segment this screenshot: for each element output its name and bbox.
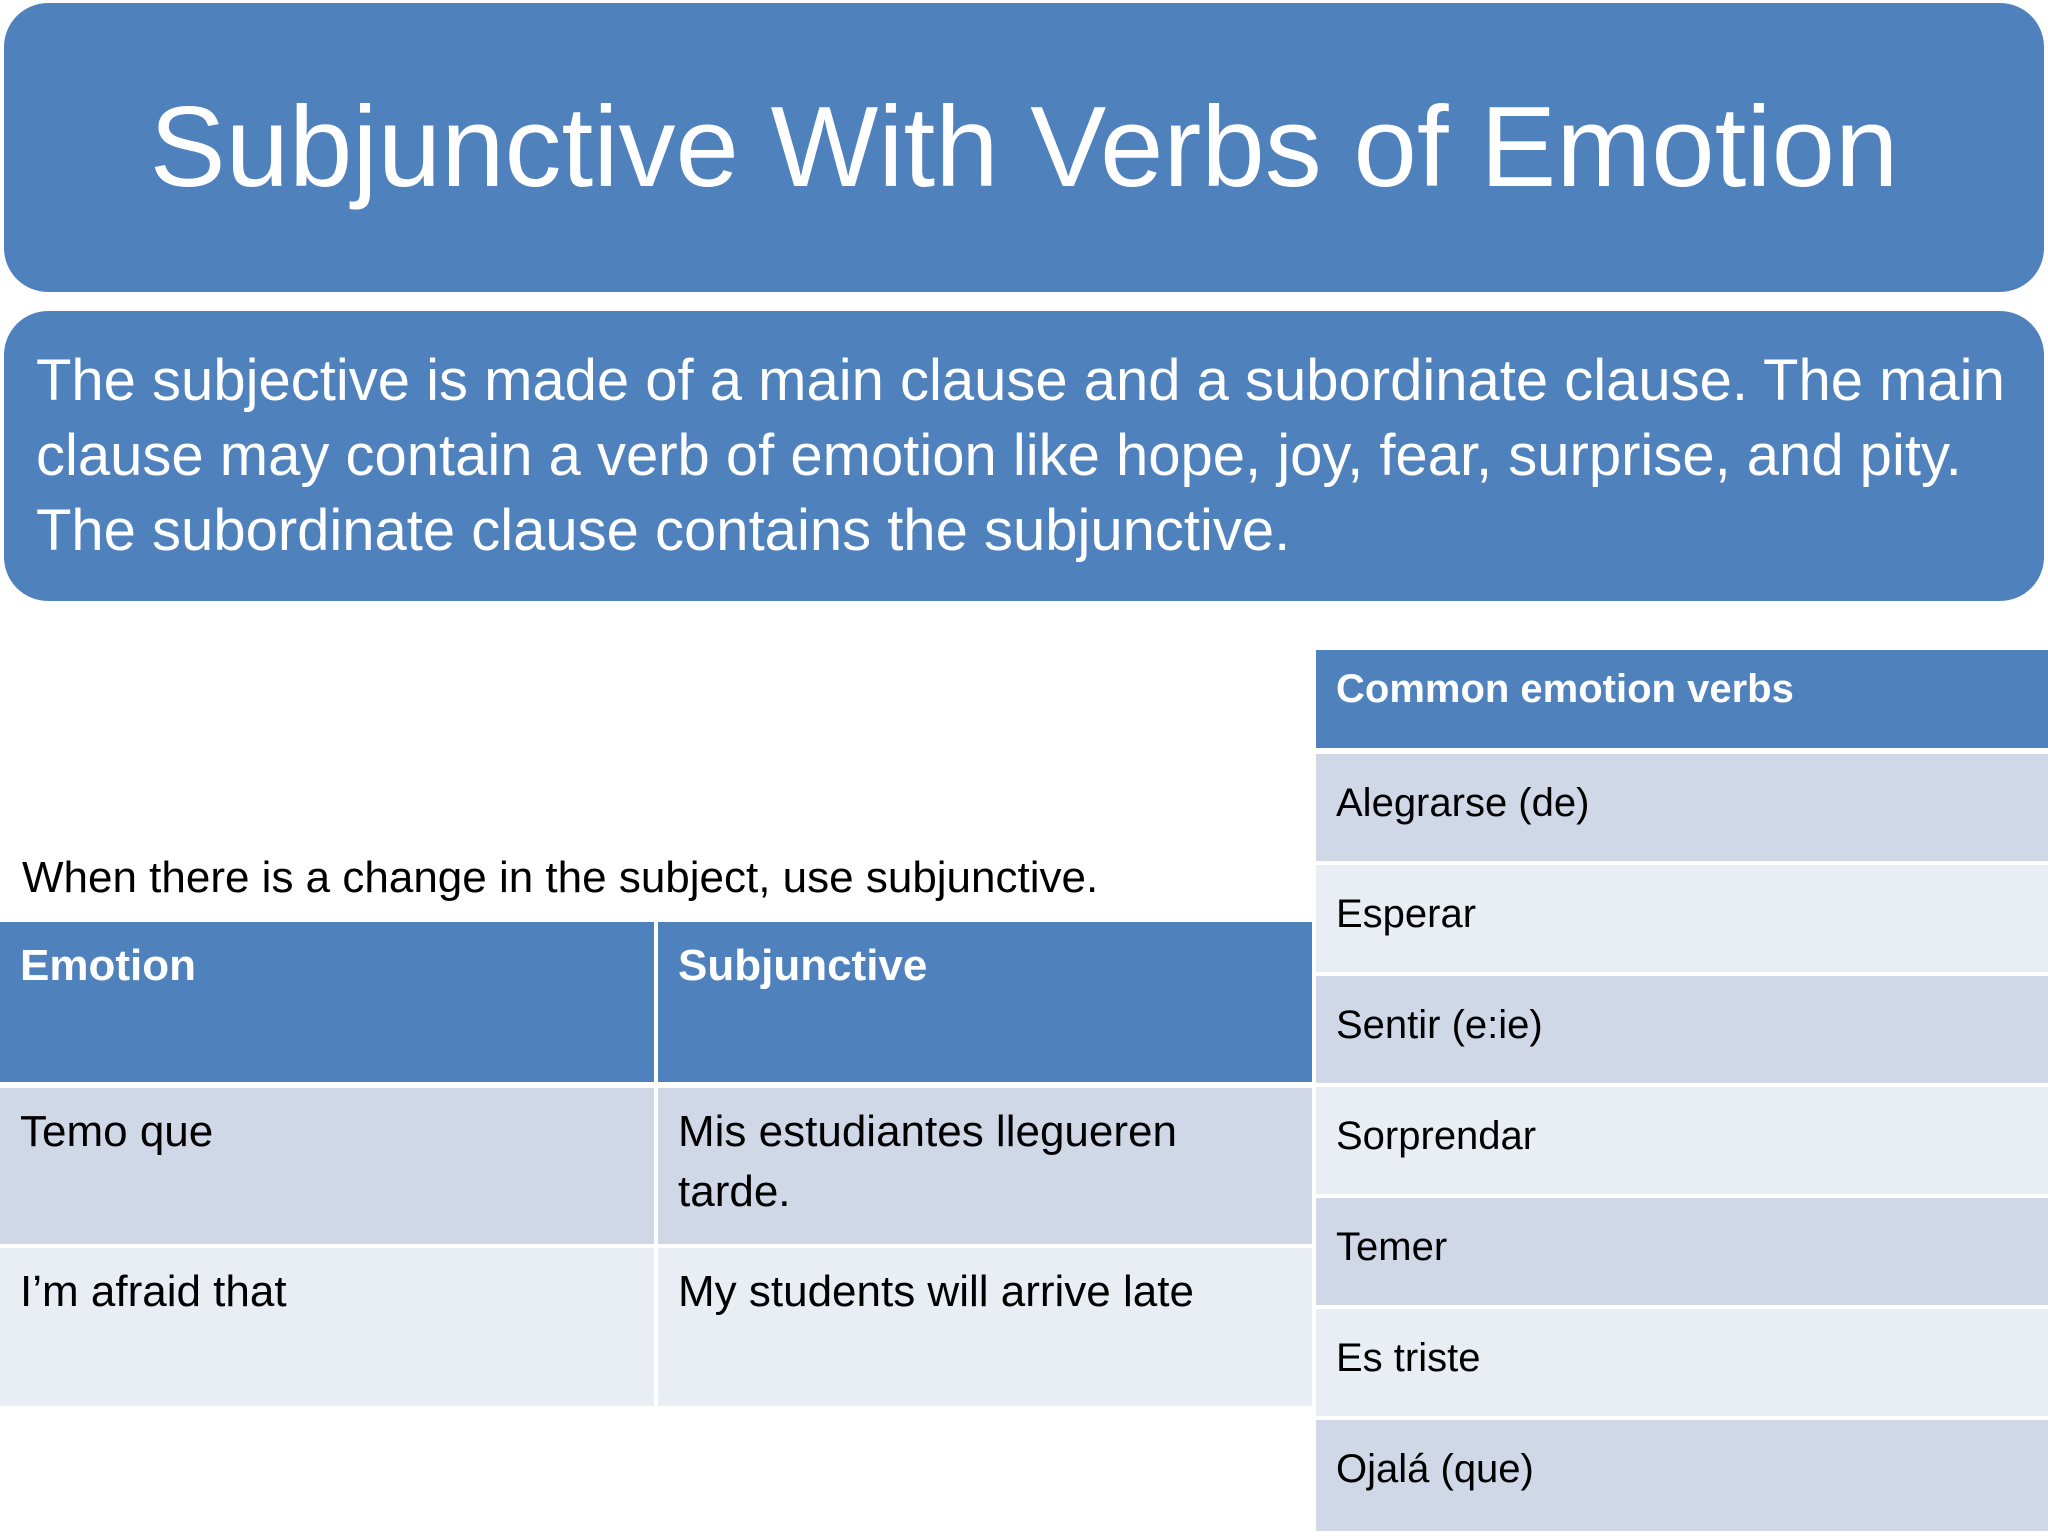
list-item: Esperar (1316, 865, 2048, 976)
emotion-table-header-row (0, 922, 1312, 1088)
table-cell: Temo que (0, 1088, 658, 1244)
table-cell: My students will arrive late (658, 1248, 1312, 1406)
verbs-table-header: Common emotion verbs (1316, 650, 2048, 754)
list-item: Sentir (e:ie) (1316, 976, 2048, 1087)
verbs-table (1316, 650, 2048, 1531)
emotion-header: Emotion (0, 922, 658, 1082)
slide-title: Subjunctive With Verbs of Emotion (149, 83, 1899, 211)
table-cell: Mis estudiantes llegueren tarde. (658, 1088, 1312, 1244)
list-item: Alegrarse (de) (1316, 754, 2048, 865)
intro-text: The subjective is made of a main clause and a subordinate clause. The main clause may contain a verb of emotion like hope, joy, fear, surprise, and pity. The subordinate clause contains the subjunctive. (36, 348, 2005, 563)
list-item: Temer (1316, 1198, 2048, 1309)
title-banner (4, 3, 2044, 292)
table-cell: I’m afraid that (0, 1248, 658, 1406)
table-row (0, 1248, 1312, 1406)
emotion-table (0, 922, 1312, 1406)
list-item: Sorprendar (1316, 1087, 2048, 1198)
list-item: Ojalá (que) (1316, 1420, 2048, 1531)
lead-line: When there is a change in the subject, use subjunctive. (22, 853, 1099, 902)
table-row (0, 1088, 1312, 1248)
list-item: Es triste (1316, 1309, 2048, 1420)
intro-banner (4, 311, 2044, 601)
subjunctive-header: Subjunctive (658, 922, 1312, 1082)
